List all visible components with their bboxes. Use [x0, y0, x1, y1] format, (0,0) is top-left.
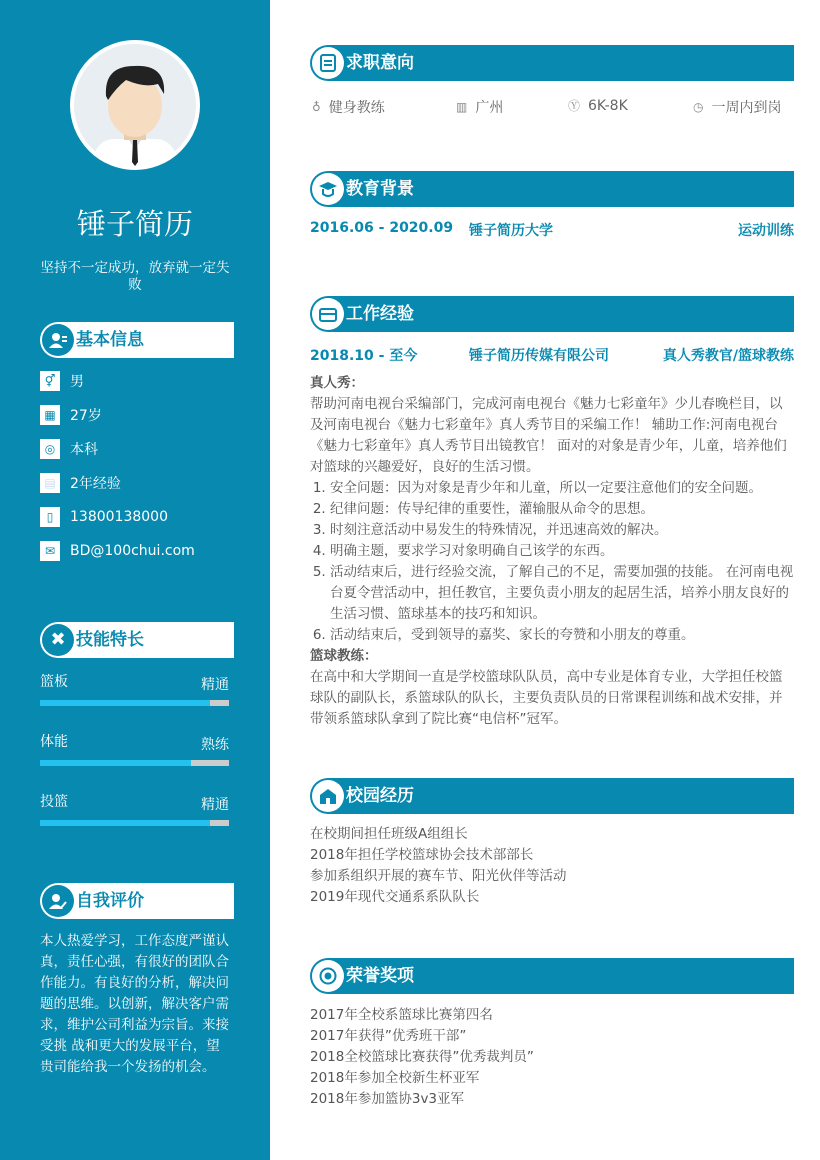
work-paragraph: 在高中和大学期间一直是学校篮球队队员，高中专业是体育专业，大学担任校篮球队的副队长，系篮球队的队长，主要负责队员的日常课程训练和战术安排，并带领系篮球队拿到了院比赛“电信杯”冠军。 [310, 669, 783, 727]
list-item: 2018年参加全校新生杯亚军 [310, 1070, 480, 1086]
yen-icon: Ⓨ [568, 99, 581, 113]
intent-text: 6K-8K [588, 97, 628, 114]
list-item: 2018全校篮球比赛获得”优秀裁判员” [310, 1049, 534, 1065]
work-position: 真人秀教官/篮球教练 [662, 348, 794, 364]
user-icon [42, 324, 74, 356]
info-text: 本科 [70, 442, 98, 458]
info-text: 13800138000 [70, 509, 168, 525]
info-text: BD@100chui.com [70, 543, 195, 559]
intent-availability [693, 97, 781, 117]
section-header-work [310, 296, 794, 332]
campus-list [310, 824, 794, 908]
graduation-cap-icon [312, 173, 344, 205]
skill-level: 熟练 [201, 737, 229, 753]
clock-icon: ◷ [693, 100, 704, 114]
building-icon: ▥ [456, 100, 468, 114]
person-edit-icon [42, 885, 74, 917]
section-title: 工作经验 [346, 304, 414, 324]
clipboard-icon [312, 47, 344, 79]
section-header-intent [310, 45, 794, 81]
skill-bar-fill [40, 700, 210, 706]
section-title: 自我评价 [76, 891, 144, 911]
skill-bar [40, 700, 229, 706]
list-item: 2017年获得”优秀班干部” [310, 1028, 467, 1044]
sidebar [0, 0, 270, 1160]
work-paragraph: 帮助河南电视台采编部门，完成河南电视台《魅力七彩童年》少儿春晚栏目，以及河南电视台《魅力七彩童年》真人秀节目的采编工作！ 辅助工作:河南电视台《魅力七彩童年》真人秀节目出镜教官！ 面对的对象是青少年，儿童，培养他们对篮球的兴趣爱好，良好的生活习惯。 [310, 396, 787, 475]
section-title: 基本信息 [76, 330, 144, 350]
graduation-icon: ◎ [40, 439, 60, 459]
briefcase-icon [312, 298, 344, 330]
section-title: 荣誉奖项 [346, 966, 414, 986]
info-age [40, 405, 102, 425]
medal-icon [312, 960, 344, 992]
section-title: 技能特长 [76, 630, 144, 650]
list-item: 1. 安全问题：因为对象是青少年和儿童，所以一定要注意他们的安全问题。 [330, 478, 794, 499]
gender-icon: ⚥ [40, 371, 60, 391]
honors-list [310, 1005, 794, 1110]
skill-bar [40, 820, 229, 826]
skill-item [40, 731, 229, 751]
intent-text: 健身教练 [328, 100, 385, 116]
section-header-self-eval [40, 883, 234, 919]
section-header-campus [310, 778, 794, 814]
work-subtitle: 篮球教练： [310, 648, 378, 664]
tools-icon: ✖ [42, 624, 74, 656]
education-school: 锤子简历大学 [469, 223, 553, 239]
mail-icon: ✉ [40, 541, 60, 561]
intent-text: 一周内到岗 [711, 100, 782, 116]
calendar-icon: ▦ [40, 405, 60, 425]
intent-position [312, 97, 385, 117]
list-item: 5. 活动结束后，进行经验交流，了解自己的不足，需要加强的技能。 在河南电视台夏令营活动中，担任教官，主要负责小朋友的起居生活，培养小朋友良好的生活习惯、篮球基本的技巧和知识。 [330, 562, 794, 625]
section-header-basic-info [40, 322, 234, 358]
briefcase-icon: ▤ [40, 473, 60, 493]
skill-bar [40, 760, 229, 766]
list-item: 参加系组织开展的赛车节、阳光伙伴等活动 [310, 868, 567, 884]
work-subtitle: 真人秀： [310, 375, 364, 391]
skill-item [40, 671, 229, 691]
work-description [310, 373, 794, 730]
motto: 坚持不一定成功，放弃就一定失败 [40, 260, 230, 293]
list-item: 在校期间担任班级A组组长 [310, 826, 468, 842]
intent-text: 广州 [475, 100, 504, 116]
skill-name: 投篮 [40, 794, 68, 810]
list-item: 2019年现代交通系系队队长 [310, 889, 480, 905]
info-email [40, 541, 195, 561]
skill-name: 篮板 [40, 674, 68, 690]
info-gender [40, 371, 84, 391]
section-title: 校园经历 [346, 786, 414, 806]
list-item: 2017年全校系篮球比赛第四名 [310, 1007, 493, 1023]
skill-level: 精通 [201, 677, 229, 693]
phone-icon: ▯ [40, 507, 60, 527]
tie-icon: ♁ [312, 100, 321, 114]
work-list [310, 478, 794, 646]
list-item: 2018年担任学校篮球协会技术部部长 [310, 847, 534, 863]
work-company: 锤子简历传媒有限公司 [469, 348, 609, 364]
education-major: 运动训练 [738, 223, 794, 239]
info-phone [40, 507, 168, 527]
candidate-name: 锤子简历 [76, 207, 193, 241]
list-item: 3. 时刻注意活动中易发生的特殊情况，并迅速高效的解决。 [330, 520, 794, 541]
section-header-honors [310, 958, 794, 994]
self-evaluation: 本人热爱学习，工作态度严谨认真，责任心强，有很好的团队合作能力。有良好的分析，解决问题的思维。以创新，解决客户需求，维护公司利益为宗旨。来接受挑 战和更大的发展平台，望贵司能给我一个发扬的机会。 [40, 933, 229, 1075]
info-experience [40, 473, 121, 493]
info-text: 男 [70, 374, 84, 390]
avatar [70, 40, 200, 170]
list-item: 2. 纪律问题：传导纪律的重要性，灌输服从命令的思想。 [330, 499, 794, 520]
list-item: 2018年参加篮协3v3亚军 [310, 1091, 465, 1107]
section-title: 教育背景 [346, 179, 414, 199]
skill-name: 体能 [40, 734, 68, 750]
skill-item [40, 791, 229, 811]
section-header-education [310, 171, 794, 207]
intent-salary [568, 97, 628, 114]
skill-bar-fill [40, 760, 191, 766]
skill-bar-fill [40, 820, 210, 826]
school-icon [312, 780, 344, 812]
info-degree [40, 439, 98, 459]
education-date: 2016.06 - 2020.09 [310, 220, 454, 236]
list-item: 4. 明确主题，要求学习对象明确自己该学的东西。 [330, 541, 794, 562]
skill-level: 精通 [201, 797, 229, 813]
section-header-skills [40, 622, 234, 658]
list-item: 6. 活动结束后，受到领导的嘉奖、家长的夸赞和小朋友的尊重。 [330, 625, 794, 646]
section-title: 求职意向 [346, 53, 414, 73]
info-text: 27岁 [70, 408, 102, 424]
info-text: 2年经验 [70, 476, 121, 492]
intent-city [456, 97, 503, 117]
work-date: 2018.10 - 至今 [310, 348, 418, 364]
